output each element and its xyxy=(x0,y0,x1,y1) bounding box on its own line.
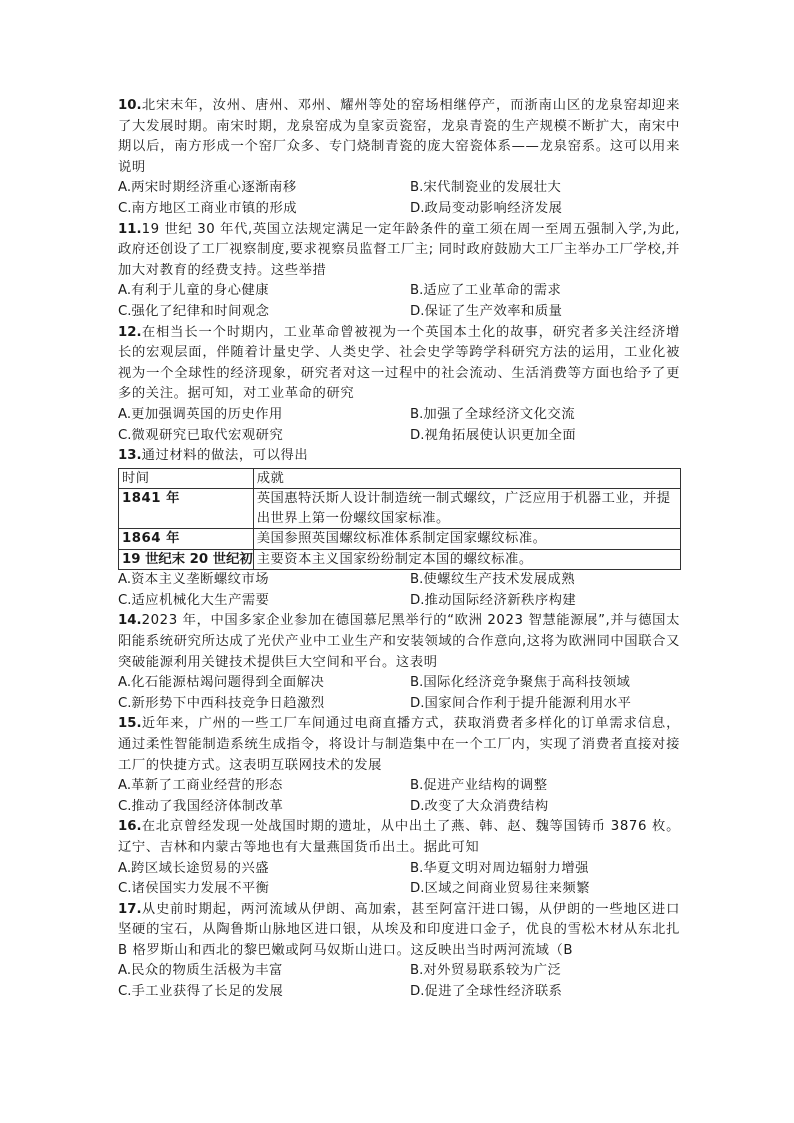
table-cell-time: 19 世纪末 20 世纪初 xyxy=(119,549,254,570)
table-cell-achievement: 英国惠特沃斯人设计制造统一制式螺纹，广泛应用于机器工业，并提出世界上第一份螺纹国家标准。 xyxy=(253,489,680,529)
option-b: B.宋代制瓷业的发展壮大 xyxy=(410,180,562,196)
option-b: B.加强了全球经济文化交流 xyxy=(410,406,576,422)
question-stem xyxy=(118,96,680,178)
question-14 xyxy=(118,611,680,714)
option-c: C.南方地区工商业市镇的形成 xyxy=(118,200,298,216)
question-11 xyxy=(118,220,680,323)
question-13 xyxy=(118,446,680,611)
option-b: B.促进产业结构的调整 xyxy=(410,778,548,794)
question-number: 14. xyxy=(118,613,142,629)
question-16 xyxy=(118,817,680,899)
option-a: A.跨区域长途贸易的兴盛 xyxy=(118,860,270,876)
option-a: A.更加强调英国的历史作用 xyxy=(118,406,283,422)
table-cell-time: 1841 年 xyxy=(119,489,254,529)
options-grid xyxy=(118,570,680,611)
option-d: D.区域之间商业贸易往来频繁 xyxy=(410,881,591,897)
option-a: A.革新了工商业经营的形态 xyxy=(118,778,283,794)
question-text: 从史前时期起，两河流域从伊朗、高加索，甚至阿富汗进口锡，从伊朗的一些地区进口坚硬的宝石，从陶鲁斯山脉地区进口银，从埃及和印度进口金子，优良的雪松木材从东北扎 B 格罗斯山和西北的黎巴嫩或阿马奴斯山进口。这反映出当时两河流域（B xyxy=(118,901,680,958)
question-stem xyxy=(118,817,680,858)
question-number: 13. xyxy=(118,448,142,464)
question-stem xyxy=(118,220,680,282)
options-grid xyxy=(118,859,680,900)
option-b: B.适应了工业革命的需求 xyxy=(410,283,562,299)
question-number: 10. xyxy=(118,98,142,113)
question-number: 17. xyxy=(118,901,142,917)
question-stem xyxy=(118,714,680,776)
option-c: C.手工业获得了长足的发展 xyxy=(118,984,284,1000)
question-stem xyxy=(118,446,680,467)
options-grid xyxy=(118,961,680,1002)
options-grid xyxy=(118,405,680,446)
table-header-achievement: 成就 xyxy=(253,468,680,489)
table-header-row xyxy=(119,468,681,489)
question-12 xyxy=(118,323,680,447)
option-a: A.化石能源枯竭问题得到全面解决 xyxy=(118,675,325,691)
question-text: 在北京曾经发现一处战国时期的遗址，从中出土了燕、韩、赵、魏等国铸币 3876 枚。辽宁、吉林和内蒙古等地也有大量燕国货币出土。据此可知 xyxy=(118,819,680,855)
option-d: D.促进了全球性经济联系 xyxy=(410,984,563,1000)
options-grid xyxy=(118,776,680,817)
question-text: 2023 年，中国多家企业参加在德国慕尼黑举行的“欧洲 2023 智慧能源展”,并与德国太阳能系统研究所达成了光伏产业中工业生产和安装领域的合作意向,这将为欧洲同中国联合又突破能源利用关键技术提供巨大空间和平台。这表明 xyxy=(118,613,680,670)
option-a: A.民众的物质生活极为丰富 xyxy=(118,963,283,979)
table-cell-achievement: 美国参照英国螺纹标准体系制定国家螺纹标准。 xyxy=(253,529,680,550)
question-number: 15. xyxy=(118,716,142,732)
option-d: D.改变了大众消费结构 xyxy=(410,798,549,814)
option-c: C.适应机械化大生产需要 xyxy=(118,592,270,608)
option-d: D.政局变动影响经济发展 xyxy=(410,200,563,216)
question-number: 11. xyxy=(118,221,142,237)
achievements-table xyxy=(118,468,681,571)
option-d: D.保证了生产效率和质量 xyxy=(410,303,563,319)
option-a: A.资本主义垄断螺纹市场 xyxy=(118,572,270,588)
options-grid xyxy=(118,673,680,714)
option-a: A.两宋时期经济重心逐渐南移 xyxy=(118,180,297,196)
table-row xyxy=(119,529,681,550)
table-cell-time: 1864 年 xyxy=(119,529,254,550)
table-header-time: 时间 xyxy=(119,468,254,489)
option-c: C.微观研究已取代宏观研究 xyxy=(118,427,284,443)
question-stem xyxy=(118,611,680,673)
option-c: C.强化了纪律和时间观念 xyxy=(118,303,270,319)
option-c: C.诸侯国实力发展不平衡 xyxy=(118,881,270,897)
options-grid xyxy=(118,281,680,322)
option-c: C.新形势下中西科技竞争日趋激烈 xyxy=(118,695,325,711)
question-text: 在相当长一个时期内，工业革命曾被视为一个英国本土化的故事，研究者多关注经济增长的宏观层面，伴随着计量史学、人类史学、社会史学等跨学科研究方法的运用，工业化被视为一个全球性的经济现象，研究者对这一过程中的社会流动、生活消费等方面也给予了更多的关注。据可知，对工业革命的研究 xyxy=(118,324,680,402)
question-number: 12. xyxy=(118,324,142,340)
question-17 xyxy=(118,900,680,1003)
option-b: B.国际化经济竞争聚焦于高科技领域 xyxy=(410,675,631,691)
option-b: B.华夏文明对周边辐射力增强 xyxy=(410,860,589,876)
question-text: 近年来，广州的一些工厂车间通过电商直播方式，获取消费者多样化的订单需求信息，通过柔性智能制造系统生成指令，将设计与制造集中在一个工厂内，实现了消费者直接对接工厂的快捷方式。这表明互联网技术的发展 xyxy=(118,716,680,773)
option-d: D.推动国际经济新秩序构建 xyxy=(410,592,577,608)
option-d: D.视角拓展使认识更加全面 xyxy=(410,427,577,443)
option-b: B.使螺纹生产技术发展成熟 xyxy=(410,572,576,588)
option-c: C.推动了我国经济体制改革 xyxy=(118,798,284,814)
exam-page xyxy=(118,96,680,1003)
question-10 xyxy=(118,96,680,220)
option-d: D.国家间合作利于提升能源利用水平 xyxy=(410,695,632,711)
question-text: 19 世纪 30 年代,英国立法规定满足一定年龄条件的童工须在周一至周五强制入学,为此,政府还创设了工厂视察制度,要求视察员监督工厂主; 同时政府鼓励大工厂主举办工厂学校,并加大对教育的经费支持。这些举措 xyxy=(118,221,680,278)
question-text: 北宋末年，汝州、唐州、邓州、耀州等处的窑场相继停产，而浙南山区的龙泉窑却迎来了大发展时期。南宋时期，龙泉窑成为皇家贡瓷窑，龙泉青瓷的生产规模不断扩大，南宋中期以后，南方形成一个窑厂众多、专门烧制青瓷的庞大窑瓷体系——龙泉窑系。这可以用来说明 xyxy=(118,98,680,175)
table-cell-achievement: 主要资本主义国家纷纷制定本国的螺纹标准。 xyxy=(253,549,680,570)
table-row xyxy=(119,549,681,570)
option-b: B.对外贸易联系较为广泛 xyxy=(410,963,562,979)
question-stem xyxy=(118,323,680,405)
question-15 xyxy=(118,714,680,817)
question-text: 通过材料的做法，可以得出 xyxy=(141,448,309,464)
table-row xyxy=(119,489,681,529)
question-number: 16. xyxy=(118,819,142,835)
options-grid xyxy=(118,178,680,219)
option-a: A.有利于儿童的身心健康 xyxy=(118,283,270,299)
question-stem xyxy=(118,900,680,962)
